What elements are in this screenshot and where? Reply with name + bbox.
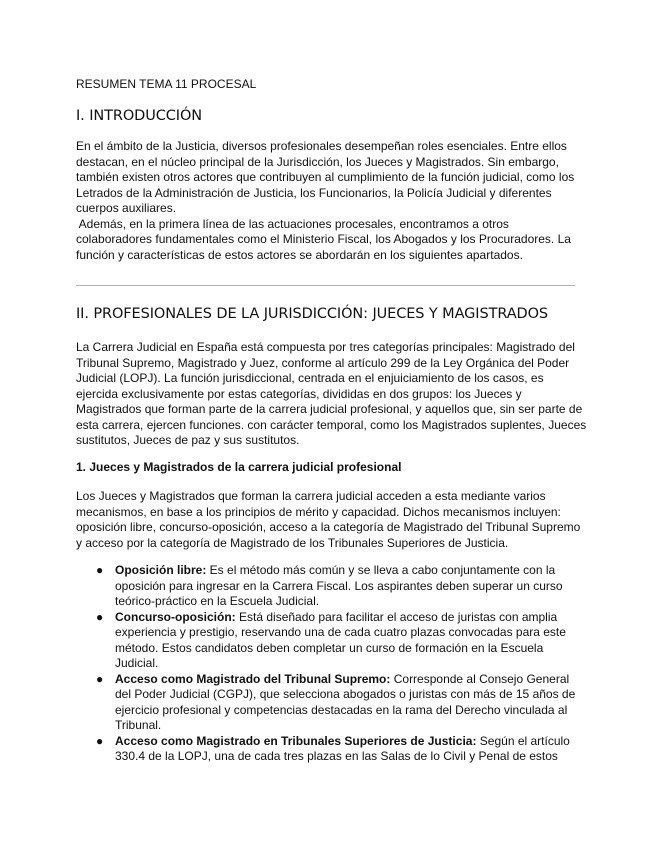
list-item — [76, 563, 581, 610]
list-item-text: método. Estos candidatos deben completar un curso de formación en la Escuela — [115, 640, 544, 655]
text-line: función y características de estos actores se abordarán en los siguientes apartados. — [76, 247, 523, 262]
bullet-icon: ● — [96, 609, 104, 624]
list-item-title: Acceso como Magistrado del Tribunal Supremo: — [115, 671, 391, 686]
text-line: Además, en la primera línea de las actuaciones procesales, encontramos a otros — [76, 216, 509, 231]
access-methods-list — [76, 563, 581, 765]
text-line: también existen otros actores que contribuyen al cumplimiento de la función judicial, como los — [76, 170, 575, 184]
document-label: RESUMEN TEMA 11 PROCESAL — [76, 77, 257, 91]
list-item-text: Está diseñado para facilitar el acceso de juristas con amplia — [235, 609, 558, 624]
text-line: Magistrados que forman parte de la carrera judicial profesional, y aquellos que, sin ser parte de — [76, 402, 583, 416]
text-line: Los Jueces y Magistrados que forman la carrera judicial acceden a esta mediante varios — [76, 489, 546, 503]
list-item — [76, 610, 581, 672]
subsection-paragraph — [76, 489, 581, 551]
list-item-text: Corresponde al Consejo General — [390, 671, 570, 686]
list-item-text: ejercicio profesional y competencias destacadas en la rama del Derecho vinculada al — [115, 702, 568, 717]
text-line: cuerpos auxiliares. — [76, 201, 177, 215]
bullet-icon: ● — [96, 563, 104, 577]
list-item-title: Acceso como Magistrado en Tribunales Superiores de Justicia: — [115, 733, 477, 748]
list-item-text: teórico-práctico en la Escuela Judicial. — [115, 594, 320, 608]
section-heading-profesionales: II. PROFESIONALES DE LA JURISDICCIÓN: JUECES Y MAGISTRADOS — [76, 306, 549, 322]
list-item-text: Tribunal. — [115, 718, 162, 732]
list-item-text: oposición para ingresar en la Carrera Fiscal. Los aspirantes deben superar un curso — [115, 578, 563, 593]
bullet-icon: ● — [96, 671, 104, 686]
section-heading-introduccion: I. INTRODUCCIÓN — [76, 108, 203, 124]
text-line: oposición libre, concurso-oposición, acceso a la categoría de Magistrado del Tribunal Supremo — [76, 520, 581, 534]
text-line: Judicial (LOPJ). La función jurisdiccional, centrada en el enjuiciamiento de los casos, es — [76, 371, 544, 385]
profesionales-paragraph — [76, 340, 587, 449]
text-line: destacan, en el núcleo principal de la Jurisdicción, los Jueces y Magistrados. Sin embargo, — [76, 154, 559, 169]
text-line: sustitutos, Jueces de paz y sus sustitutos. — [76, 433, 300, 447]
list-item-text: Según el artículo — [476, 733, 570, 748]
list-item-text: Es el método más común y se lleva a cabo conjuntamente con la — [206, 563, 556, 577]
bullet-icon: ● — [96, 733, 104, 748]
text-line: mecanismos, en base a los principios de mérito y capacidad. Dichos mecanismos incluyen: — [76, 504, 561, 519]
horizontal-divider — [76, 285, 575, 286]
list-item — [76, 672, 581, 734]
text-line: La Carrera Judicial en España está compuesta por tres categorías principales: Magistrado del — [76, 340, 575, 354]
list-item-text: del Poder Judicial (CGPJ), que selecciona abogados o juristas con más de 15 años de — [115, 687, 576, 701]
text-line: y acceso por la categoría de Magistrado de los Tribunales Superiores de Justicia. — [76, 535, 509, 550]
text-line: En el ámbito de la Justicia, diversos profesionales desempeñan roles esenciales. Entre ellos — [76, 139, 567, 153]
text-line: esta carrera, ejercen funciones. con carácter temporal, como los Magistrados suplentes, Jueces — [76, 417, 587, 432]
list-item-text: Judicial. — [115, 656, 159, 670]
list-item-title: Concurso-oposición: — [115, 609, 236, 624]
list-item-title: Oposición libre: — [115, 563, 207, 577]
text-line: colaboradores fundamentales como el Ministerio Fiscal, los Abogados y los Procuradores. La — [76, 232, 571, 246]
text-line: Letrados de la Administración de Justicia, los Funcionarios, la Policía Judicial y diferentes — [76, 185, 552, 200]
list-item — [76, 734, 581, 765]
subsection-heading: 1. Jueces y Magistrados de la carrera judicial profesional — [76, 460, 402, 474]
introduccion-paragraph — [76, 139, 581, 263]
text-line: ejercida exclusivamente por estas categorías, divididas en dos grupos: los Jueces y — [76, 386, 522, 401]
list-item-text: 330.4 de la LOPJ, una de cada tres plazas en las Salas de lo Civil y Penal de estos — [115, 749, 558, 763]
text-line: Tribunal Supremo, Magistrado y Juez, conforme al artículo 299 de la Ley Orgánica del Poder — [76, 355, 570, 370]
list-item-text: experiencia y prestigio, reservando una de cada cuatro plazas convocadas para este — [115, 625, 566, 639]
